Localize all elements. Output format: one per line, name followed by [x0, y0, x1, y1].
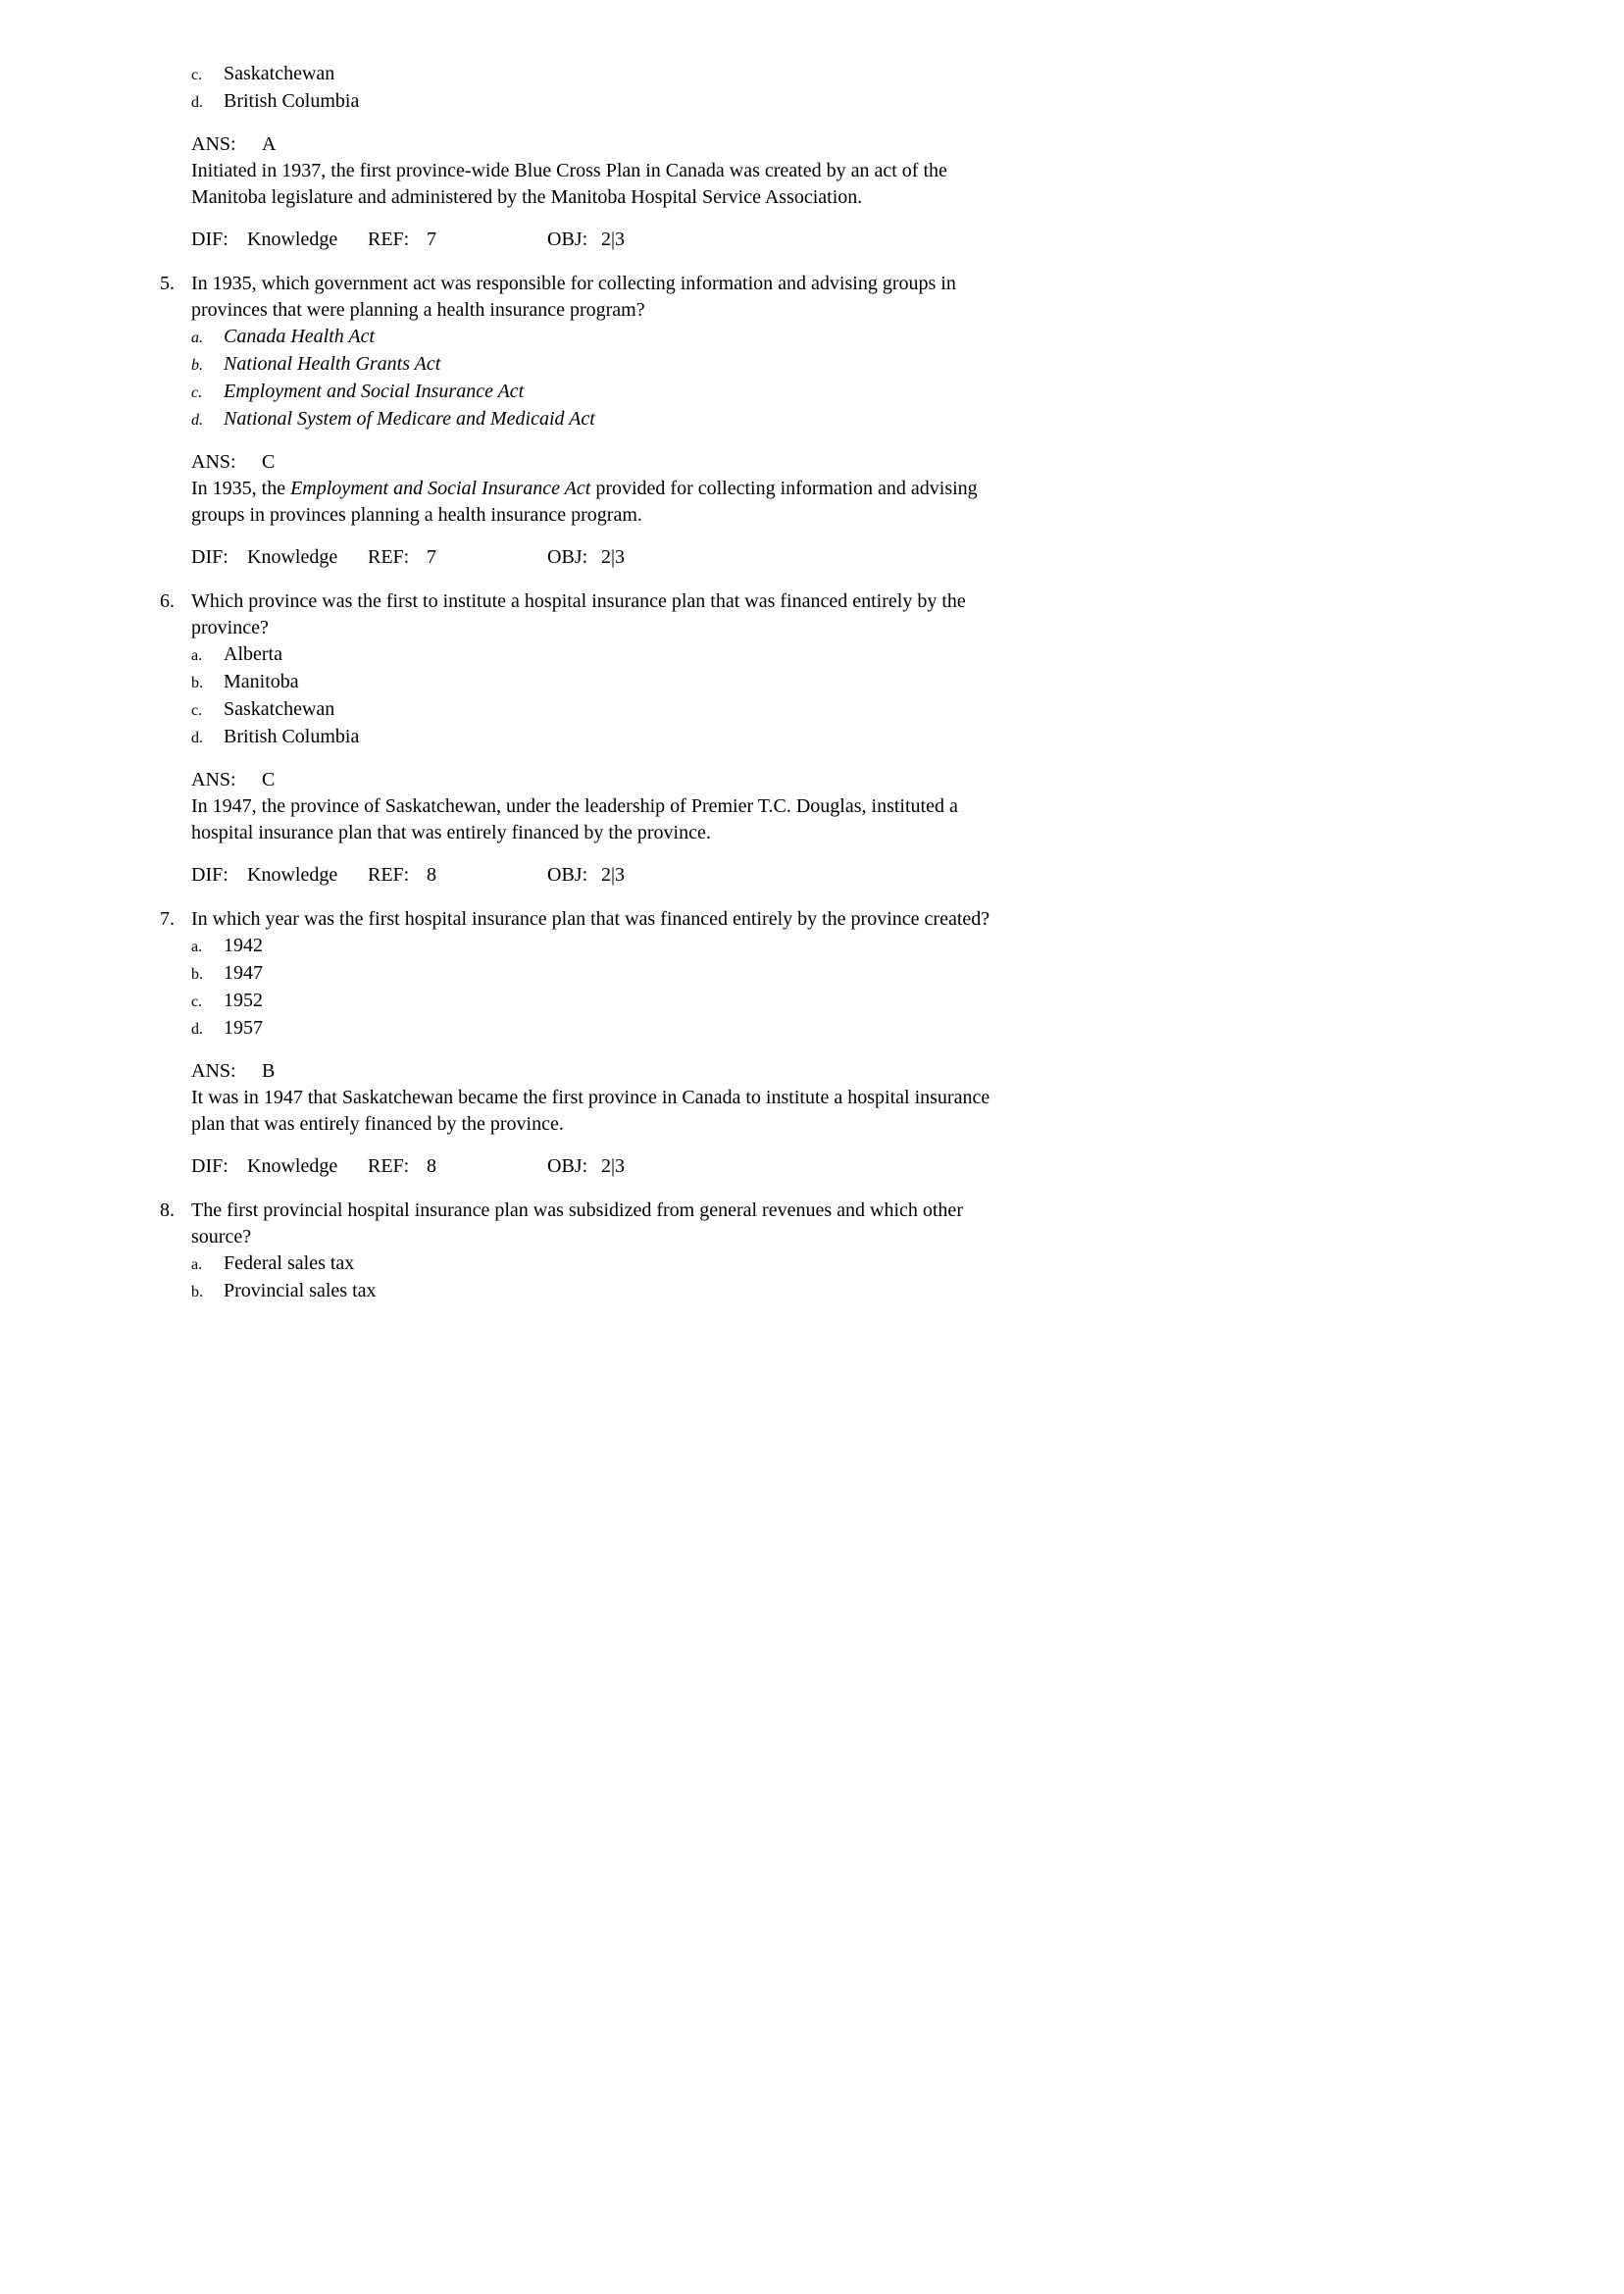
option	[191, 988, 1020, 1015]
rationale-text: provided for collecting information and advising groups in provinces planning a health insurance program.	[191, 478, 978, 526]
option	[191, 724, 1020, 751]
answer-label: ANS:	[191, 133, 236, 155]
option	[191, 88, 1020, 116]
question-body	[191, 588, 1020, 889]
question-7	[160, 906, 1624, 1180]
question-body	[191, 1198, 1020, 1305]
obj-label: OBJ:	[547, 229, 588, 250]
answer-label: ANS:	[191, 451, 236, 473]
option-letter: b.	[191, 1284, 203, 1300]
options-list	[191, 933, 1020, 1043]
question-text: Which province was the first to institute a hospital insurance plan that was financed entirely by the province?	[191, 590, 966, 638]
option	[191, 324, 1020, 351]
option-letter: b.	[191, 966, 203, 983]
option	[191, 960, 1020, 988]
dif-value: Knowledge	[247, 229, 338, 250]
question-number: 5.	[160, 273, 175, 294]
rationale	[191, 793, 1020, 846]
answer-block	[191, 449, 1020, 529]
question-number: 8.	[160, 1199, 175, 1221]
question-number: 6.	[160, 590, 175, 612]
option-letter: c.	[191, 384, 203, 401]
question-body	[191, 906, 1020, 1180]
option	[191, 406, 1020, 433]
option-text: 1947	[224, 962, 263, 984]
ref-value: 7	[427, 546, 436, 568]
option	[191, 1250, 1020, 1278]
dif-label: DIF:	[191, 546, 228, 568]
options-list	[191, 641, 1020, 751]
option-letter: c.	[191, 994, 203, 1010]
option	[191, 1015, 1020, 1043]
option-text: Provincial sales tax	[224, 1280, 377, 1301]
dif-line	[191, 227, 1020, 253]
ref-label: REF:	[368, 229, 410, 250]
option-text: Manitoba	[224, 671, 299, 692]
question-5	[160, 271, 1624, 571]
question-6	[160, 588, 1624, 889]
obj-value: 2|3	[601, 546, 626, 568]
rationale-text: In 1947, the province of Saskatchewan, under the leadership of Premier T.C. Douglas, instituted a hospital insurance plan that was entirely financed by the province.	[191, 795, 958, 843]
ref-label: REF:	[368, 864, 410, 886]
obj-value: 2|3	[601, 864, 626, 886]
answer-value: C	[262, 769, 276, 790]
answer-line	[191, 1058, 1020, 1085]
obj-value: 2|3	[601, 229, 626, 250]
option	[191, 351, 1020, 379]
dif-line	[191, 544, 1020, 571]
option-letter: a.	[191, 939, 203, 955]
option	[191, 669, 1020, 696]
option-text: 1942	[224, 935, 263, 956]
answer-line	[191, 131, 1020, 158]
options-list	[191, 1250, 1020, 1305]
rationale	[191, 1085, 1020, 1138]
ref-value: 8	[427, 864, 436, 886]
option	[191, 1278, 1020, 1305]
obj-value: 2|3	[601, 1155, 626, 1177]
option-letter: c.	[191, 702, 203, 719]
option-text: Federal sales tax	[224, 1252, 355, 1274]
option-text: Alberta	[224, 643, 282, 665]
dif-label: DIF:	[191, 1155, 228, 1177]
option-text: Employment and Social Insurance Act	[224, 381, 525, 402]
option	[191, 379, 1020, 406]
option-letter: b.	[191, 357, 203, 374]
answer-value: A	[262, 133, 277, 155]
answer-block	[191, 767, 1020, 846]
option	[191, 696, 1020, 724]
option-text: 1952	[224, 990, 263, 1011]
obj-label: OBJ:	[547, 546, 588, 568]
answer-line	[191, 449, 1020, 476]
rationale-text: In 1935, the	[191, 478, 291, 499]
obj-label: OBJ:	[547, 1155, 588, 1177]
option-text: 1957	[224, 1017, 263, 1039]
option-letter: a.	[191, 330, 203, 346]
option-text: National System of Medicare and Medicaid Act	[224, 408, 595, 430]
ref-label: REF:	[368, 1155, 410, 1177]
option-letter: b.	[191, 675, 203, 691]
question-text: In which year was the first hospital insurance plan that was financed entirely by the province created?	[191, 908, 990, 930]
option-letter: d.	[191, 1021, 203, 1038]
rationale	[191, 476, 1020, 529]
ref-value: 8	[427, 1155, 436, 1177]
option-text: Saskatchewan	[224, 63, 335, 84]
options-list	[191, 324, 1020, 433]
dif-value: Knowledge	[247, 546, 338, 568]
option-text: Canada Health Act	[224, 326, 376, 347]
option-text: National Health Grants Act	[224, 353, 441, 375]
options-list	[191, 61, 1020, 116]
dif-label: DIF:	[191, 864, 228, 886]
option-letter: a.	[191, 647, 203, 664]
dif-label: DIF:	[191, 229, 228, 250]
dif-value: Knowledge	[247, 864, 338, 886]
rationale-text: Initiated in 1937, the first province-wide Blue Cross Plan in Canada was created by an act of the Manitoba legislature and administered by the Manitoba Hospital Service Association.	[191, 160, 947, 208]
rationale-italic-text: Employment and Social Insurance Act	[290, 478, 591, 499]
option-letter: a.	[191, 1256, 203, 1273]
option-letter: c.	[191, 67, 203, 83]
question-8	[160, 1198, 1624, 1305]
question-number: 7.	[160, 908, 175, 930]
dif-line	[191, 1153, 1020, 1180]
question-text: In 1935, which government act was responsible for collecting information and advising groups in provinces that were planning a health insurance program?	[191, 273, 956, 321]
answer-value: B	[262, 1060, 276, 1082]
option	[191, 61, 1020, 88]
rationale-text: It was in 1947 that Saskatchewan became the first province in Canada to institute a hospital insurance plan that was entirely financed by the province.	[191, 1087, 990, 1135]
option-letter: d.	[191, 94, 203, 111]
dif-value: Knowledge	[247, 1155, 338, 1177]
option-text: British Columbia	[224, 90, 360, 112]
option	[191, 933, 1020, 960]
rationale	[191, 158, 1020, 211]
obj-label: OBJ:	[547, 864, 588, 886]
question-body	[191, 271, 1020, 571]
answer-block	[191, 1058, 1020, 1138]
answer-value: C	[262, 451, 276, 473]
ref-value: 7	[427, 229, 436, 250]
answer-label: ANS:	[191, 1060, 236, 1082]
option	[191, 641, 1020, 669]
answer-label: ANS:	[191, 769, 236, 790]
option-letter: d.	[191, 730, 203, 746]
answer-block	[191, 131, 1020, 211]
partial-question-block	[191, 61, 1624, 253]
question-text: The first provincial hospital insurance plan was subsidized from general revenues and which other source?	[191, 1199, 963, 1248]
ref-label: REF:	[368, 546, 410, 568]
option-text: Saskatchewan	[224, 698, 335, 720]
answer-line	[191, 767, 1020, 793]
option-text: British Columbia	[224, 726, 360, 747]
option-letter: d.	[191, 412, 203, 429]
dif-line	[191, 862, 1020, 889]
